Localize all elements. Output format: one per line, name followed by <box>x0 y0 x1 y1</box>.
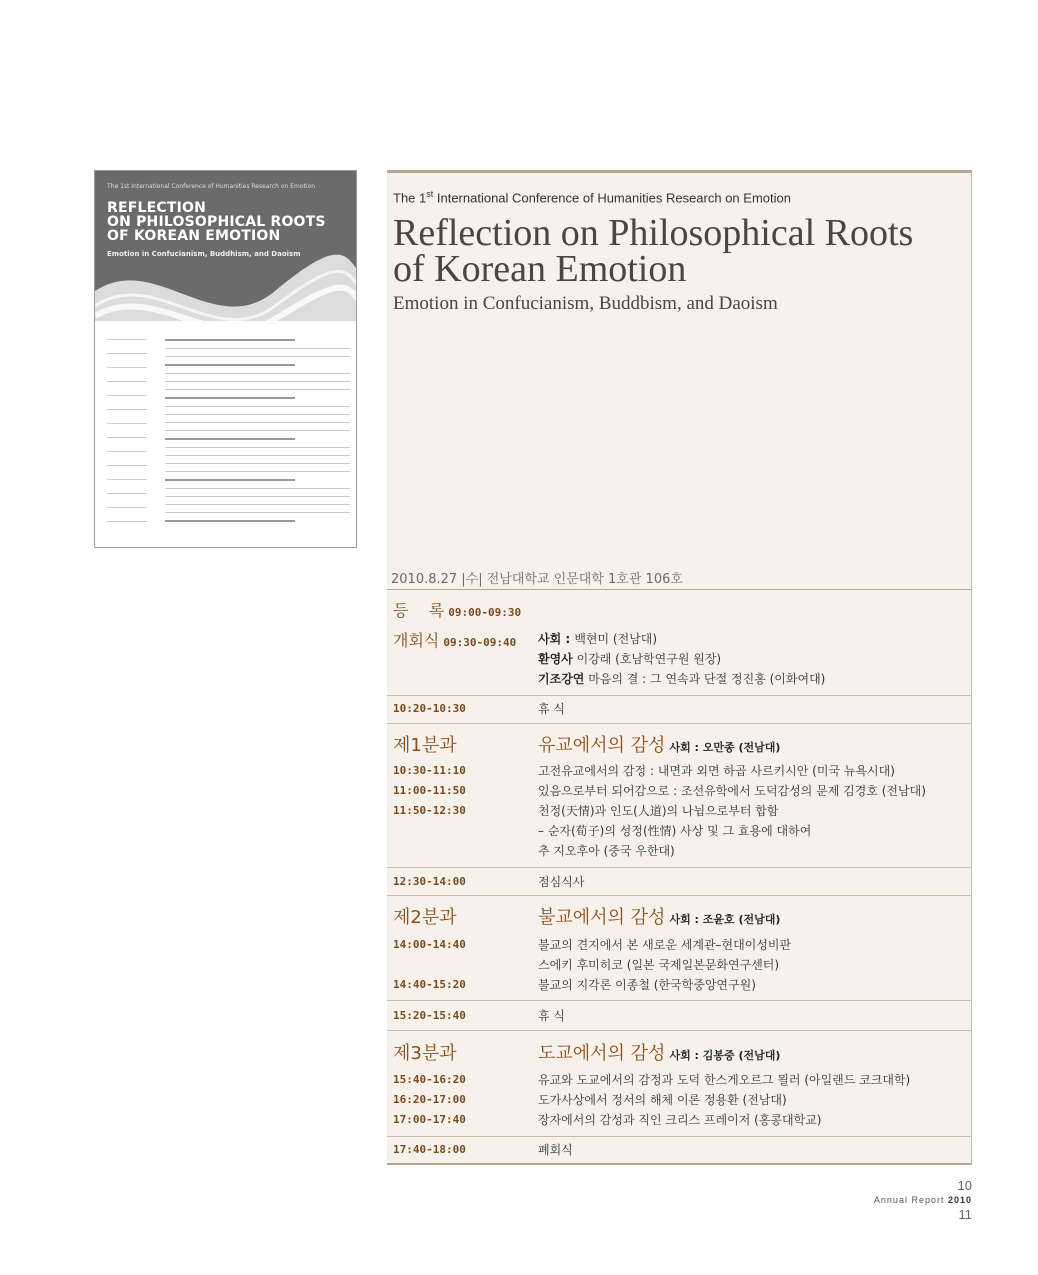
break-text: 휴 식 <box>538 1009 565 1023</box>
session1-time: 10:30-11:10 <box>393 764 466 777</box>
session1-topic: 유교에서의 감성 사회 : 오만종 (전남대) <box>538 735 781 756</box>
poster-subtitle: Emotion in Confucianism, Buddhism, and Daoism <box>107 250 301 258</box>
session3-time: 15:40-16:20 <box>393 1073 466 1086</box>
poster-header-band <box>95 171 356 321</box>
talk-line: 도가사상에서 정서의 해체 이론 정용환 (전남대) <box>538 1093 787 1107</box>
talk-line: 추 지오후아 (중국 우한대) <box>538 844 675 858</box>
lunch-time: 12:30-14:00 <box>393 875 466 888</box>
session1-chair: 사회 : 오만종 (전남대) <box>669 741 781 754</box>
poster-schedule-times <box>107 339 147 535</box>
opening-line: 환영사 이강래 (호남학연구원 원장) <box>538 652 722 666</box>
session2-topic: 불교에서의 감성 사회 : 조윤호 (전남대) <box>538 907 781 928</box>
session3-talks <box>538 1070 910 1130</box>
registration-time: 09:00-09:30 <box>448 606 522 619</box>
talk-line: 장자에서의 감성과 직인 크리스 프레이저 (홍콩대학교) <box>538 1113 822 1127</box>
session3-time: 17:00-17:40 <box>393 1113 466 1126</box>
poster-schedule-lines <box>165 339 350 529</box>
talk-line: 스에키 후미히코 (일본 국제일본문화연구센터) <box>538 958 780 972</box>
break-time: 15:20-15:40 <box>393 1009 466 1022</box>
main-subtitle: Emotion in Confucianism, Buddbism, and Daoism <box>393 293 778 315</box>
closing-time: 17:40-18:00 <box>393 1143 466 1156</box>
opening-details <box>538 629 825 689</box>
session3-label: 제3분과 <box>393 1043 457 1064</box>
session3-time: 16:20-17:00 <box>393 1093 466 1106</box>
divider <box>387 723 971 724</box>
date-venue-line: 2010.8.27 |수| 전남대학교 인문대학 1호관 106호 <box>391 572 683 587</box>
divider <box>387 1030 971 1031</box>
opening-line: 사회 : 백현미 (전남대) <box>538 632 658 646</box>
poster-conference-line: The 1st International Conference of Humanities Research on Emotion <box>107 183 316 190</box>
session2-talks <box>538 935 791 995</box>
program-header <box>393 189 968 315</box>
divider <box>387 695 971 696</box>
divider <box>387 1136 971 1137</box>
break-text: 휴 식 <box>538 702 565 716</box>
talk-line: 고전유교에서의 감정 : 내면과 외면 하곱 사르키시안 (미국 뉴욕시대) <box>538 764 895 778</box>
closing-text: 폐회식 <box>538 1143 573 1157</box>
annual-report-label: Annual Report 2010 <box>873 1195 972 1205</box>
main-title-line: Reflection on Philosophical Roots <box>393 212 914 255</box>
poster-title <box>107 201 352 243</box>
divider <box>387 867 971 868</box>
page-number-left: 10 <box>957 1178 972 1193</box>
main-title <box>393 212 968 291</box>
session2-chair: 사회 : 조윤호 (전남대) <box>669 913 781 926</box>
session2-label: 제2분과 <box>393 907 457 928</box>
session3-topic: 도교에서의 감성 사회 : 김봉중 (전남대) <box>538 1043 781 1064</box>
opening-label: 개회식 <box>393 631 440 650</box>
poster-wave-graphic <box>95 228 356 321</box>
session2-time: 14:40-15:20 <box>393 978 466 991</box>
page-number-right: 11 <box>958 1207 972 1222</box>
conference-line: The 1st International Conference of Humanities Research on Emotion <box>393 189 791 206</box>
poster-thumbnail <box>94 170 357 548</box>
talk-line: 불교의 견지에서 본 새로운 세계관–현대이성비판 <box>538 938 792 952</box>
session1-time: 11:00-11:50 <box>393 784 466 797</box>
divider <box>387 589 971 590</box>
poster-title-line: ON PHILOSOPHICAL ROOTS <box>107 214 326 230</box>
talk-line: 유교와 도교에서의 감정과 도덕 한스게오르그 묄러 (아일랜드 코크대학) <box>538 1073 911 1087</box>
session3-chair: 사회 : 김봉중 (전남대) <box>669 1049 781 1062</box>
talk-line: 천정(天情)과 인도(人道)의 나뉨으로부터 합함 <box>538 804 779 818</box>
divider <box>387 1000 971 1001</box>
talk-line: 있음으로부터 되어감으로 : 조선유학에서 도덕감성의 문제 김경호 (전남대) <box>538 784 926 798</box>
opening-time: 09:30-09:40 <box>443 636 517 649</box>
session1-label: 제1분과 <box>393 735 457 756</box>
registration-label: 등 록 <box>393 601 445 620</box>
session2-time: 14:00-14:40 <box>393 938 466 951</box>
session1-time: 11:50-12:30 <box>393 804 466 817</box>
divider <box>387 895 971 896</box>
poster-title-line: OF KOREAN EMOTION <box>107 228 281 244</box>
page-footer <box>874 1178 972 1222</box>
break-time: 10:20-10:30 <box>393 702 466 715</box>
talk-line: – 순자(荀子)의 성정(性情) 사상 및 그 효용에 대하여 <box>538 824 812 838</box>
session1-talks <box>538 761 926 861</box>
talk-line: 불교의 지각론 이종철 (한국학중앙연구원) <box>538 978 756 992</box>
poster-title-line: REFLECTION <box>107 200 207 216</box>
program-panel <box>387 170 972 1165</box>
lunch-text: 점심식사 <box>538 875 585 889</box>
main-title-line: of Korean Emotion <box>393 248 687 291</box>
opening-line: 기조강연 마음의 결 : 그 연속과 단절 정진홍 (이화여대) <box>538 672 826 686</box>
